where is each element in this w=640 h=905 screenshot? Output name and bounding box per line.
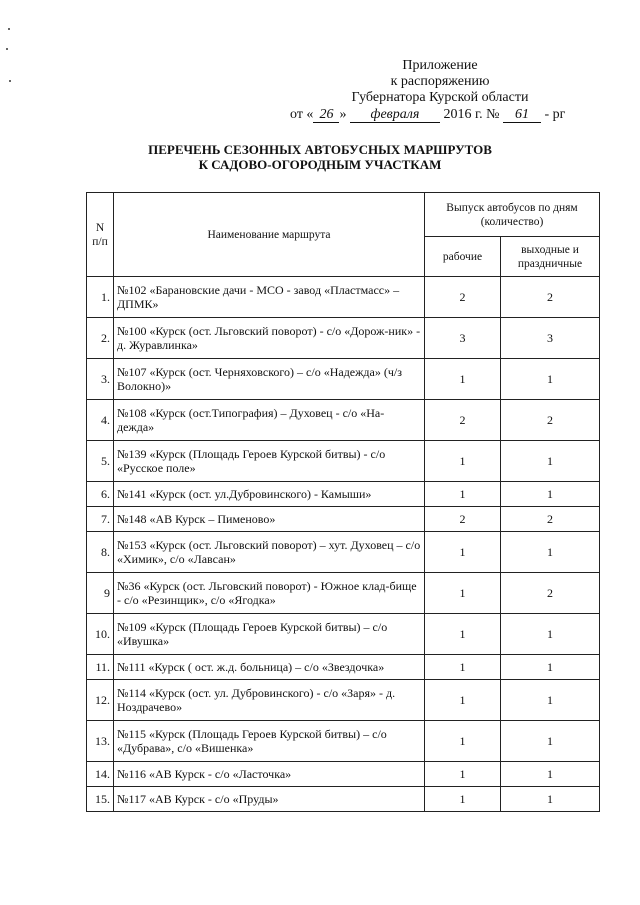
row-num: 10. (87, 614, 114, 655)
appendix-issuer: Губернатора Курской области (351, 90, 529, 105)
row-holiday: 1 (501, 359, 600, 400)
row-num: 4. (87, 400, 114, 441)
row-route-name: №153 «Курск (ост. Льговский поворот) – хут. Духовец – с/о «Химик», с/о «Лавсан» (114, 532, 425, 573)
row-route-name: №148 «АВ Курск – Пименово» (114, 507, 425, 532)
row-route-name: №100 «Курск (ост. Льговский поворот) - с/о «Дорож-ник» - д. Журавлинка» (114, 318, 425, 359)
table-row (87, 507, 600, 532)
order-month: февраля (350, 108, 440, 123)
order-quote-close: » (339, 107, 347, 122)
row-weekday: 1 (425, 482, 501, 507)
table-row (87, 614, 600, 655)
row-route-name: №116 «АВ Курск - с/о «Ласточка» (114, 762, 425, 787)
order-suffix: - рг (544, 107, 566, 122)
order-prefix: от « (290, 107, 314, 122)
row-route-name: №114 «Курск (ост. ул. Дубровинского) - с/о «Заря» - д. Ноздрачево» (114, 680, 425, 721)
table-row (87, 573, 600, 614)
row-weekday: 1 (425, 441, 501, 482)
table-row (87, 787, 600, 812)
row-holiday: 2 (501, 277, 600, 318)
table-row (87, 359, 600, 400)
table-row (87, 277, 600, 318)
row-weekday: 1 (425, 787, 501, 812)
scan-speck (9, 80, 11, 82)
row-num: 13. (87, 721, 114, 762)
table-row (87, 318, 600, 359)
row-holiday: 2 (501, 573, 600, 614)
row-holiday: 1 (501, 721, 600, 762)
row-holiday: 1 (501, 680, 600, 721)
row-num: 2. (87, 318, 114, 359)
header-weekday: рабочие (425, 237, 501, 277)
row-num: 1. (87, 277, 114, 318)
table-row (87, 532, 600, 573)
row-route-name: №111 «Курск ( ост. ж.д. больница) – с/о «Звездочка» (114, 655, 425, 680)
row-holiday: 1 (501, 482, 600, 507)
row-num: 11. (87, 655, 114, 680)
row-weekday: 2 (425, 507, 501, 532)
title-line-2: К САДОВО-ОГОРОДНЫМ УЧАСТКАМ (198, 157, 442, 172)
row-holiday: 2 (501, 507, 600, 532)
row-holiday: 1 (501, 614, 600, 655)
header-route-name: Наименование маршрута (114, 193, 425, 277)
row-num: 6. (87, 482, 114, 507)
row-route-name: №139 «Курск (Площадь Героев Курской битвы) - с/о «Русское поле» (114, 441, 425, 482)
row-num: 5. (87, 441, 114, 482)
order-day: 26 (313, 108, 339, 123)
row-num: 7. (87, 507, 114, 532)
row-holiday: 1 (501, 787, 600, 812)
row-num: 12. (87, 680, 114, 721)
scan-speck (6, 48, 8, 50)
title-line-1: ПЕРЕЧЕНЬ СЕЗОННЫХ АВТОБУСНЫХ МАРШРУТОВ (148, 142, 492, 157)
row-route-name: №109 «Курск (Площадь Героев Курской битвы) – с/о «Ивушка» (114, 614, 425, 655)
table-row (87, 762, 600, 787)
table-row (87, 655, 600, 680)
row-holiday: 1 (501, 655, 600, 680)
row-holiday: 3 (501, 318, 600, 359)
header-holiday: выходные и праздничные (501, 237, 600, 277)
row-weekday: 1 (425, 573, 501, 614)
table-row (87, 441, 600, 482)
row-weekday: 1 (425, 359, 501, 400)
row-weekday: 1 (425, 614, 501, 655)
row-num: 9 (87, 573, 114, 614)
row-route-name: №141 «Курск (ост. ул.Дубровинского) - Камыши» (114, 482, 425, 507)
routes-table (86, 192, 600, 812)
scan-speck (8, 28, 10, 30)
row-route-name: №108 «Курск (ост.Типография) – Духовец - с/о «На-дежда» (114, 400, 425, 441)
row-holiday: 1 (501, 441, 600, 482)
row-num: 15. (87, 787, 114, 812)
row-weekday: 2 (425, 400, 501, 441)
row-num: 14. (87, 762, 114, 787)
row-holiday: 1 (501, 532, 600, 573)
row-route-name: №36 «Курск (ост. Льговский поворот) - Южное клад-бище - с/о «Резинщик», с/о «Ягодка» (114, 573, 425, 614)
appendix-order-ref: к распоряжению (390, 74, 490, 89)
row-num: 8. (87, 532, 114, 573)
row-weekday: 1 (425, 655, 501, 680)
table-row (87, 482, 600, 507)
table-row (87, 721, 600, 762)
row-route-name: №117 «АВ Курск - с/о «Пруды» (114, 787, 425, 812)
row-route-name: №115 «Курск (Площадь Героев Курской битвы) – с/о «Дубрава», с/о «Вишенка» (114, 721, 425, 762)
row-num: 3. (87, 359, 114, 400)
row-weekday: 1 (425, 721, 501, 762)
row-route-name: №107 «Курск (ост. Черняховского) – с/о «Надежда» (ч/з Волокно)» (114, 359, 425, 400)
row-holiday: 1 (501, 762, 600, 787)
table-row (87, 680, 600, 721)
row-weekday: 1 (425, 762, 501, 787)
row-weekday: 3 (425, 318, 501, 359)
table-row (87, 400, 600, 441)
order-date-line (290, 107, 590, 123)
document-title (0, 142, 640, 172)
appendix-label: Приложение (402, 58, 478, 73)
order-number: 61 (503, 108, 541, 123)
row-weekday: 2 (425, 277, 501, 318)
appendix-header (310, 58, 570, 106)
row-weekday: 1 (425, 680, 501, 721)
row-route-name: №102 «Барановские дачи - МСО - завод «Пластмасс» – ДПМК» (114, 277, 425, 318)
row-weekday: 1 (425, 532, 501, 573)
row-holiday: 2 (501, 400, 600, 441)
header-num: N п/п (87, 193, 114, 277)
order-year: 2016 г. № (443, 107, 500, 122)
header-bus-release: Выпуск автобусов по дням (количество) (425, 193, 600, 237)
